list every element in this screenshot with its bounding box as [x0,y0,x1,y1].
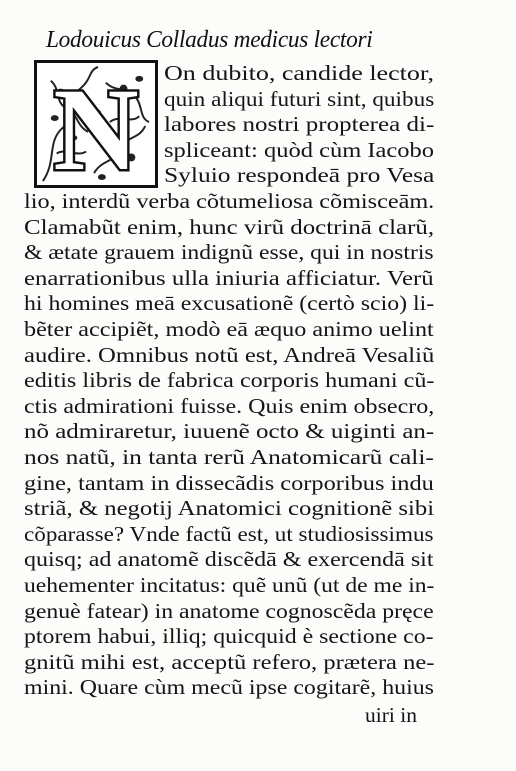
text-line: ctis admirationi fuisse. Quis enim obsecro, [24,393,435,418]
text-line: striã, & negotij Anatomici cognitionẽ sibi [24,496,435,521]
page-heading: Lodouicus Colladus medicus lectori [46,27,373,53]
text-line: ptorem habui, illiq; quicquid è sectione co- [24,624,434,649]
text-line: gine, tantam in dissecãdis corporibus indu [24,470,434,495]
text-line: quin aliqui futuri sint, quibus [164,86,435,111]
text-line: hi homines meā excusationẽ (certò scio) li- [24,291,435,316]
text-line: lio, interdũ verba cõtumeliosa cõmisceām. [24,189,435,213]
text-line: enarrationibus ulla iniuria afficiatur. Verũ [24,265,434,290]
text-line: & ætate grauem indignũ esse, qui in nostris [24,240,434,265]
body-text [24,58,434,738]
text-line: bẽter accipiẽt, modò eā æquo animo uelint [24,317,434,341]
catchword: uiri in [365,703,417,727]
text-line: labores nostri propterea di- [164,112,435,137]
text-line: nõ admiraretur, iuuenẽ octo & uiginti an- [24,419,435,444]
initial-letter: N [53,64,139,185]
text-line: Syluio respondeā pro Vesa [164,163,435,188]
text-line: spliceant: quòd cùm Iacobo [164,137,435,162]
text-line: mini. Quare cùm mecũ ipse cogitarẽ, huius [24,675,434,700]
text-line: On dubito, candide lector, [164,61,435,85]
text-line: nos natũ, in tanta rerũ Anatomicarũ cali- [24,445,434,469]
text-line: editis libris de fabrica corporis humani cũ- [24,368,435,393]
text-line: quisq; ad anatomẽ discẽdā & exercendā sit [24,547,434,572]
text-line: uehementer incitatus: quẽ unũ (ut de me in- [24,573,435,597]
text-line: audire. Omnibus notũ est, Andreā Vesaliũ [24,342,435,367]
text-line: cõparasse? Vnde factũ est, ut studiosissimus [24,521,434,546]
text-line: gnitũ mihi est, acceptũ refero, prætera ne- [24,649,435,674]
text-line: genuè fatear) in anatome cognoscẽda pręce [24,598,434,623]
text-line: Clamabũt enim, hunc virũ doctrinā clarũ, [24,214,435,239]
